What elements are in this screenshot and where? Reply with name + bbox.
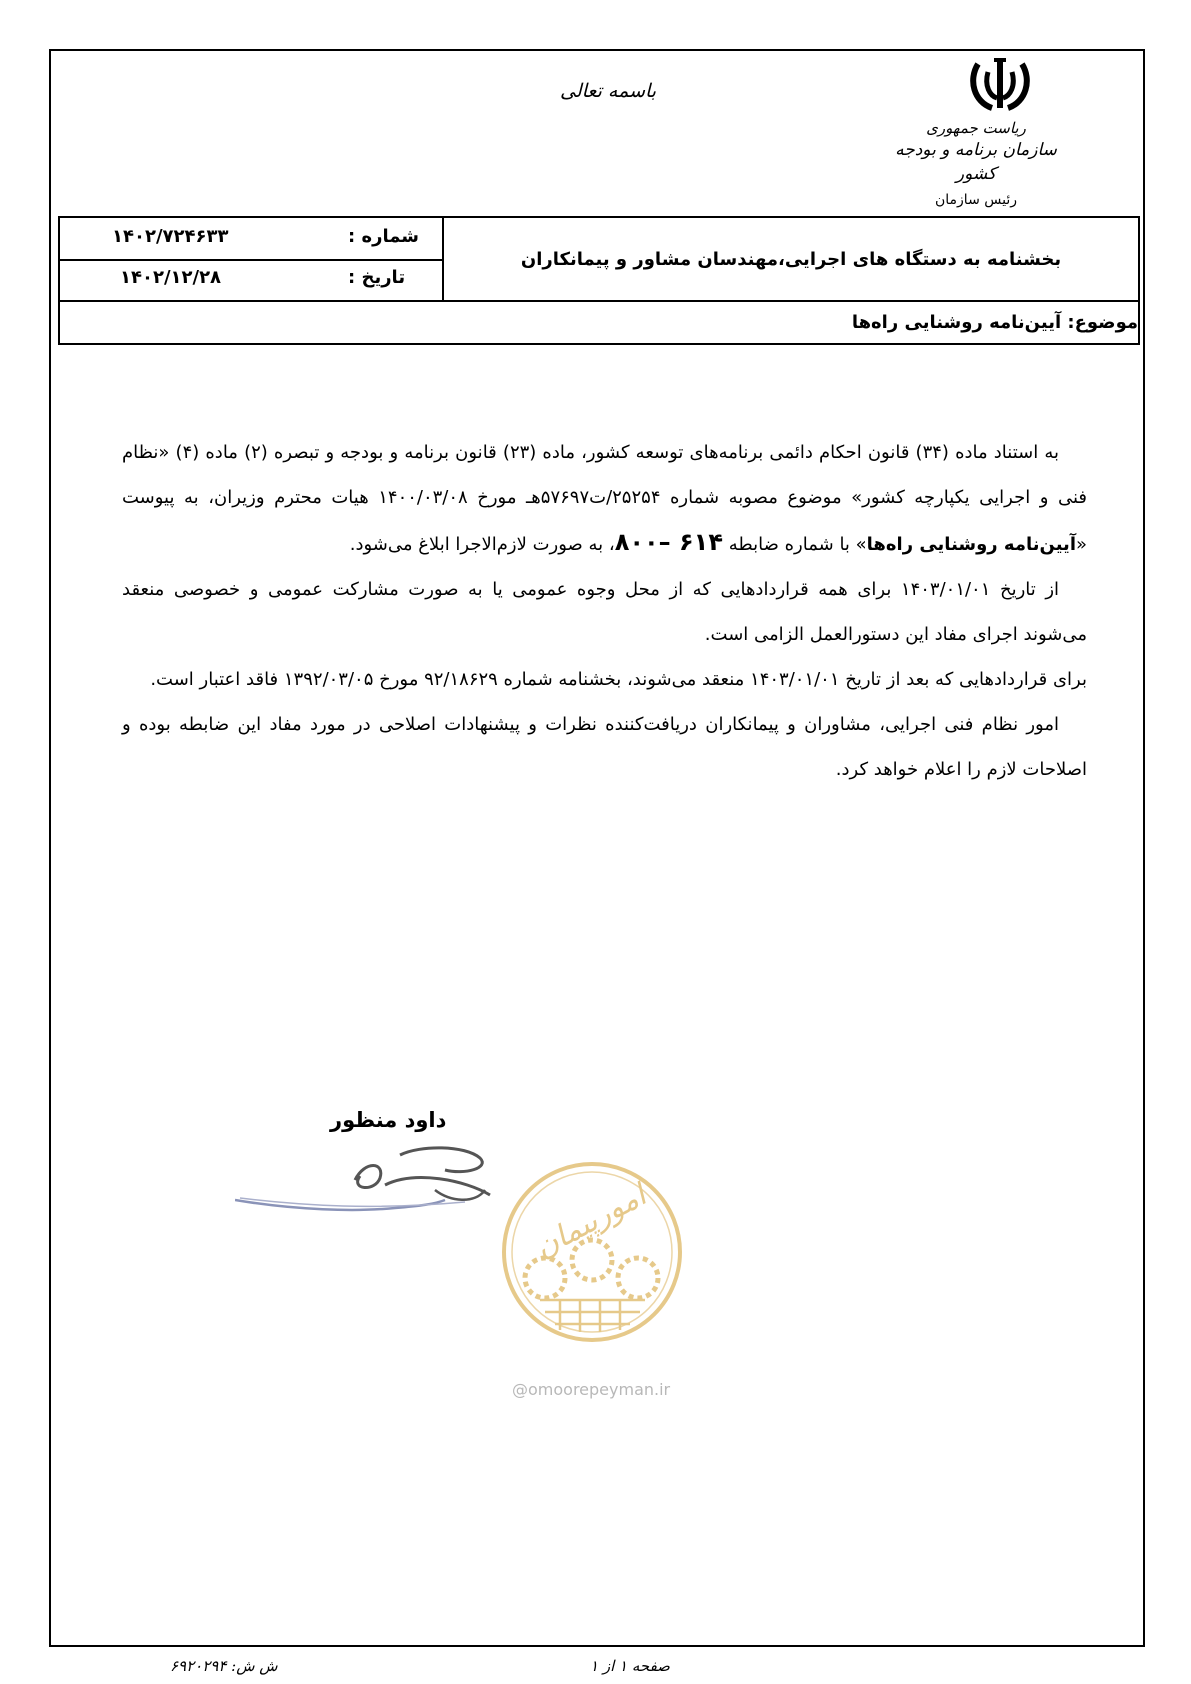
org-presidency: ریاست جمهوری bbox=[926, 119, 1026, 137]
letter-header-table bbox=[58, 216, 1140, 345]
paragraph-2: از تاریخ ۱۴۰۳/۰۱/۰۱ برای همه قراردادهایی که از محل وجوه عمومی یا به صورت مشارکت عمومی و خصوصی منعقد می‌شوند اجرای مفاد این دستورالعمل الزامی است. bbox=[122, 579, 1087, 645]
paragraph-4: امور نظام فنی اجرایی، مشاوران و پیمانکاران دریافت‌کننده نظرات و پیشنهادات اصلاحی در مورد مفاد این ضابطه بوده و اصلاحات لازم را اعلام خواهد کرد. bbox=[122, 714, 1087, 780]
footer-serial: ش ش: ۶۹۲۰۲۹۴ bbox=[170, 1657, 278, 1675]
org-head-title: رئیس سازمان bbox=[935, 192, 1017, 208]
signature-icon bbox=[235, 1140, 525, 1240]
paragraph-1-text: ، به صورت لازم‌الاجرا ابلاغ می‌شود. bbox=[349, 534, 615, 555]
stamp-text: امورپیمان bbox=[529, 1177, 652, 1266]
organization-block bbox=[876, 118, 1076, 212]
header-divider bbox=[60, 259, 444, 261]
signer-name: داود منظور bbox=[330, 1108, 447, 1132]
org-name: سازمان برنامه و بودجه کشور bbox=[895, 140, 1057, 184]
iran-emblem-icon bbox=[970, 58, 1030, 116]
regulation-code: ۶۱۴ –۸۰۰ bbox=[614, 528, 723, 556]
number-value: ۱۴۰۲/۷۲۴۶۳۳ bbox=[112, 226, 229, 247]
regulation-title: آیین‌نامه روشنایی راه‌ها bbox=[866, 534, 1076, 555]
addressee: بخشنامه به دستگاه های اجرایی،مهندسان مشاور و پیمانکاران bbox=[520, 248, 1062, 270]
number-label: شماره : bbox=[348, 226, 419, 247]
invocation: باسمه تعالی bbox=[560, 80, 657, 102]
paragraph-1-text: » با شماره ضابطه bbox=[722, 534, 867, 555]
date-value: ۱۴۰۲/۱۲/۲۸ bbox=[120, 267, 222, 288]
watermark: @omoorepeyman.ir bbox=[512, 1380, 671, 1399]
paragraph-1-text: به استناد ماده (۳۴) قانون احکام دائمی برنامه‌های توسعه کشور، ماده (۲۳) قانون برنامه و بودجه و تبصره (۲) ماده (۴) «نظام فنی و اجرایی یکپارچه کشور» موضوع مصوبه شماره ۲۵۲۵۴/ت۵۷۶۹۷هـ مورخ ۱۴۰۰/۰۳/۰۸ هیات محترم وزیران، به پیوست « bbox=[122, 442, 1087, 555]
paragraph-3: برای قراردادهایی که بعد از تاریخ ۱۴۰۳/۰۱/۰۱ منعقد می‌شوند، بخشنامه شماره ۹۲/۱۸۶۲۹ مورخ ۱۳۹۲/۰۳/۰۵ فاقد اعتبار است. bbox=[150, 669, 1087, 690]
date-label: تاریخ : bbox=[348, 267, 406, 288]
letter-body bbox=[122, 430, 1087, 792]
stamp-icon bbox=[500, 1160, 685, 1345]
footer-page-number: صفحه ۱ از ۱ bbox=[590, 1657, 670, 1675]
subject-line: موضوع: آیین‌نامه روشنایی راه‌ها bbox=[851, 312, 1138, 333]
paragraph-1 bbox=[122, 430, 1087, 567]
